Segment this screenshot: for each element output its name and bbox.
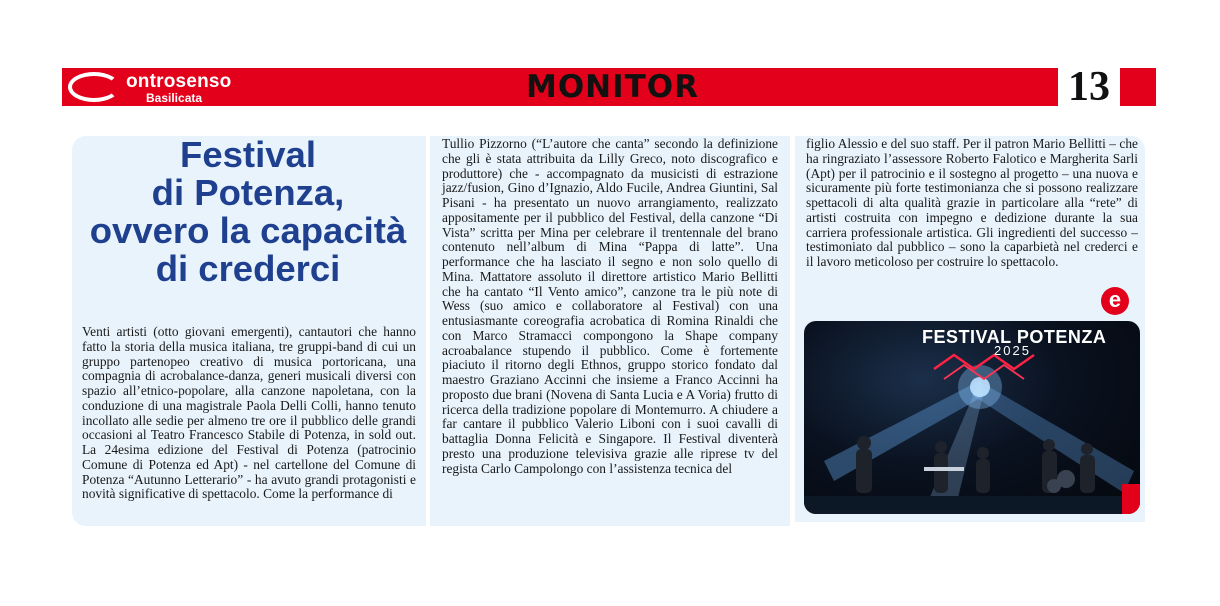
brand-name: ontrosenso bbox=[126, 71, 232, 92]
page-number: 13 bbox=[1068, 64, 1110, 110]
headline-line: di crederci bbox=[155, 248, 341, 289]
section-title: MONITOR bbox=[525, 69, 700, 105]
article-column-2: Tullio Pizzorno (“L’autore che canta” secondo la definizione che gli è stata attribuita da Lilly Greco, noto discografico e produttore) che - accompagnato da musicisti di estrazione jazz/fusion, Gino d’Ignazio, Aldo Fucile, Andrea Giuntini, Sal Pisani - ha presentato un nuovo arrangiamento, realizzato appositamente per il pubblico del Festival, della canzone “Di Vista” scritta per Mina per celebrare il trentennale del brano contenuto nell’album di Mina “Pappa di latte”. Una performance che ha lasciato il segno e non solo quello di Mina. Mattatore assoluto il direttore artistico Mario Bellitti che ha cantato “Il Vento amico”, canzone tra le più note di Wess (suo amico e collaboratore al Festival) con una entusiasmante coreografia acrobatica di Romina Rinaldi che con Marco Stramacci compongono la Shape company acroabalance stupendo il pubblico. Come è fortemente piaciuto il ritorno degli Ethnos, gruppo storico fondato dal maestro Graziano Accinni che insieme a Franco Accinni ha proposto due brani (Novena di Santa Lucia e A Voria) frutto di ricerca della tradizione popolare di Montemurro. A chiudere a far cantare il pubblico Valerio Liboni con i suoi cavalli di battaglia Donna Felicità e Singapore. Il Festival diventerà presto una produzione televisiva grazie alle riprese tv del regista Carlo Campolongo con l’assistenza tecnica del bbox=[442, 136, 778, 476]
photo-banner-year: 2025 bbox=[994, 343, 1031, 358]
photo-banner-text: FESTIVAL POTENZA bbox=[922, 327, 1107, 347]
headline-line: Festival bbox=[180, 134, 316, 175]
article-column-3: figlio Alessio e del suo staff. Per il patron Mario Bellitti – che ha ringraziato l’assessore Roberto Falotico e Margherita Sarli (Apt) per il patrocinio e il sostegno al progetto – una nuova e sicuramente più forte testimonianza che si possono realizzare spettacoli di alta qualità grazie in particolare alla “rete” di artisti costruita con impegno e dedizione durante la sua carriera professionale artistica. Gli ingredienti del successo – testimoniato dal pubblico – sono la caparbietà nel crederci e il lavoro meticoloso per costruire lo spettacolo. bbox=[806, 136, 1138, 269]
logo-c-icon bbox=[68, 72, 120, 102]
headline-line: di Potenza, bbox=[151, 172, 345, 213]
photo-corner-strip bbox=[1122, 484, 1140, 514]
headline-line: ovvero la capacità bbox=[89, 210, 407, 251]
article-column-1: Venti artisti (otto giovani emergenti), cantautori che hanno fatto la storia della musica italiana, tre gruppi-band di cui un gruppo partenopeo creativo di musica portoricana, una compagnia di acrobalance-danza, generi musicali diversi con spazio all’etnico-popolare, alla canzone napoletana, con la conduzione di una magistrale Paola Delli Colli, hanno tenuto incollato alle sedie per almeno tre ore il pubblico delle grandi occasioni al Teatro Francesco Stabile di Potenza, in sold out. La 24esima edizione del Festival di Potenza (patrocinio Comune di Potenza ed Apt) - nel cartellone del Comune di Potenza “Autunno Letterario” - ha avuto grandi protagonisti e novità significative di spettacolo. Come la performance di bbox=[82, 324, 416, 502]
brand-logo bbox=[66, 70, 256, 106]
stage-scene bbox=[804, 321, 1140, 514]
concert-photo bbox=[804, 321, 1140, 514]
end-mark-icon: e bbox=[1101, 287, 1129, 315]
article-headline bbox=[78, 136, 418, 288]
brand-region: Basilicata bbox=[146, 91, 203, 105]
